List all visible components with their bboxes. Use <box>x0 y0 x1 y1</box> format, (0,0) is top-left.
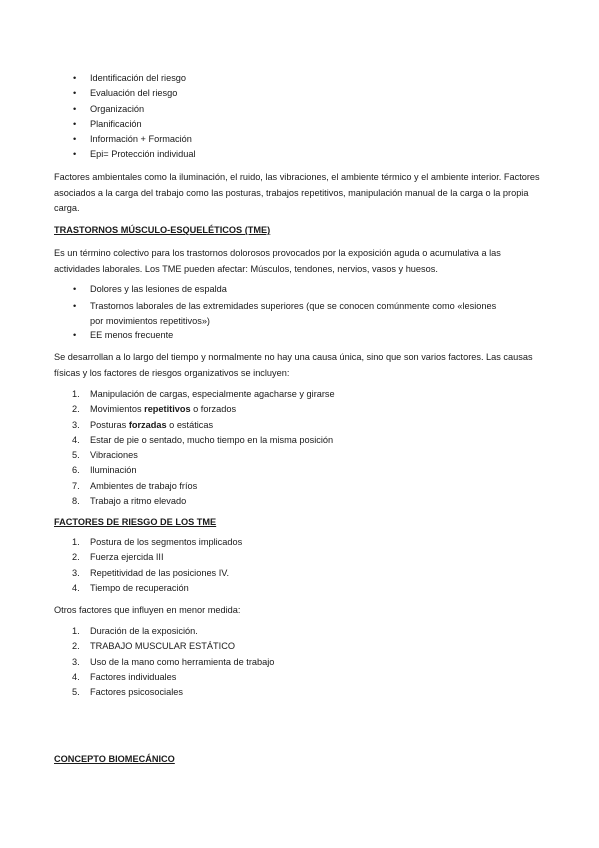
list-item: • Identificación del riesgo <box>73 73 187 83</box>
otros-paragraph-block <box>54 603 544 619</box>
risk-steps-section <box>54 73 544 165</box>
factores-paragraph: Factores ambientales como la iluminación, el ruido, las vibraciones, el ambiente térmico y el ambiente interior. Factores asociados a la carga del trabajo como las posturas, trabajos repetitivos, manipulación manual de la carga o la propia carga. <box>54 172 540 213</box>
list-item: 3. Repetitividad de las posiciones IV. <box>72 567 230 578</box>
bullet-icon: • <box>73 103 77 114</box>
list-item: 7. Ambientes de trabajo fríos <box>72 480 198 491</box>
causes-paragraph: Se desarrollan a lo largo del tiempo y normalmente no hay una causa única, sino que son varios factores. Las causas físicas y los factores de riesgos organizativos se incluyen: <box>54 352 533 378</box>
list-item: 6. Iluminación <box>72 465 137 476</box>
list-item: 2. Movimientos repetitivos o forzados <box>72 404 237 415</box>
list-item: 2. TRABAJO MUSCULAR ESTÁTICO <box>72 641 235 652</box>
bullet-icon: • <box>73 284 77 294</box>
list-item: 5. Vibraciones <box>72 450 138 461</box>
factores-paragraph-block <box>54 170 544 217</box>
tme-list-section <box>54 284 544 346</box>
causes-list-section <box>54 389 544 511</box>
bullet-icon: • <box>73 118 77 129</box>
tme-heading-block <box>54 224 544 236</box>
list-item: 1. Postura de los segmentos implicados <box>72 537 243 547</box>
bullet-icon: • <box>73 301 77 312</box>
factores-heading-block <box>54 516 544 528</box>
section-heading-biomecanico: CONCEPTO BIOMECÁNICO <box>54 754 175 764</box>
list-item: • Dolores y las lesiones de espalda <box>73 284 227 294</box>
list-item: 1. Duración de la exposición. <box>72 626 198 636</box>
list-item: • Epi= Protección individual <box>73 149 196 160</box>
list-item: 4. Tiempo de recuperación <box>72 582 189 593</box>
list-item: 3. Posturas forzadas o estáticas <box>72 419 214 430</box>
otros-list <box>54 626 544 702</box>
tme-list <box>54 284 544 346</box>
tme-paragraph: Es un término colectivo para los trastornos dolorosos provocados por la exposición aguda o acumulativa a las actividades laborales. Los TME pueden afectar: Músculos, tendones, nervios, vasos y huesos. <box>54 248 501 274</box>
factores-list-section <box>54 537 544 598</box>
list-item: 5. Factores psicosociales <box>72 687 183 698</box>
bio-heading-block <box>54 753 544 765</box>
causes-list <box>54 389 544 511</box>
list-item: • Organización <box>73 103 145 114</box>
list-item: 8. Trabajo a ritmo elevado <box>72 496 187 507</box>
bullet-icon: • <box>73 149 77 160</box>
list-item: • EE menos frecuente <box>73 330 174 341</box>
list-item: 2. Fuerza ejercida III <box>72 552 164 563</box>
otros-paragraph: Otros factores que influyen en menor medida: <box>54 605 241 615</box>
list-item: 4. Factores individuales <box>72 671 177 682</box>
otros-list-section <box>54 626 544 702</box>
list-item: • Información + Formación <box>73 134 192 145</box>
causes-paragraph-block <box>54 350 544 381</box>
list-item: • Evaluación del riesgo <box>73 88 178 99</box>
list-item: 4. Estar de pie o sentado, mucho tiempo en la misma posición <box>72 434 334 445</box>
list-item: 3. Uso de la mano como herramienta de trabajo <box>72 656 275 667</box>
bullet-icon: • <box>73 73 77 83</box>
bullet-icon: • <box>73 330 77 341</box>
risk-steps-list <box>54 73 544 165</box>
list-item: • Planificación <box>73 118 142 129</box>
list-item: • Trastornos laborales de las extremidades superiores (que se conocen comúnmente como «lesiones por movimientos repetitivos») <box>73 301 497 326</box>
section-heading-factores: FACTORES DE RIESGO DE LOS TME <box>54 517 217 527</box>
factores-list <box>54 537 544 598</box>
bullet-icon: • <box>73 134 77 145</box>
list-item: 1. Manipulación de cargas, especialmente agacharse y girarse <box>72 389 335 399</box>
bullet-icon: • <box>73 88 77 99</box>
tme-paragraph-block <box>54 246 544 277</box>
section-heading-tme: TRASTORNOS MÚSCULO-ESQUELÉTICOS (TME) <box>54 225 271 235</box>
